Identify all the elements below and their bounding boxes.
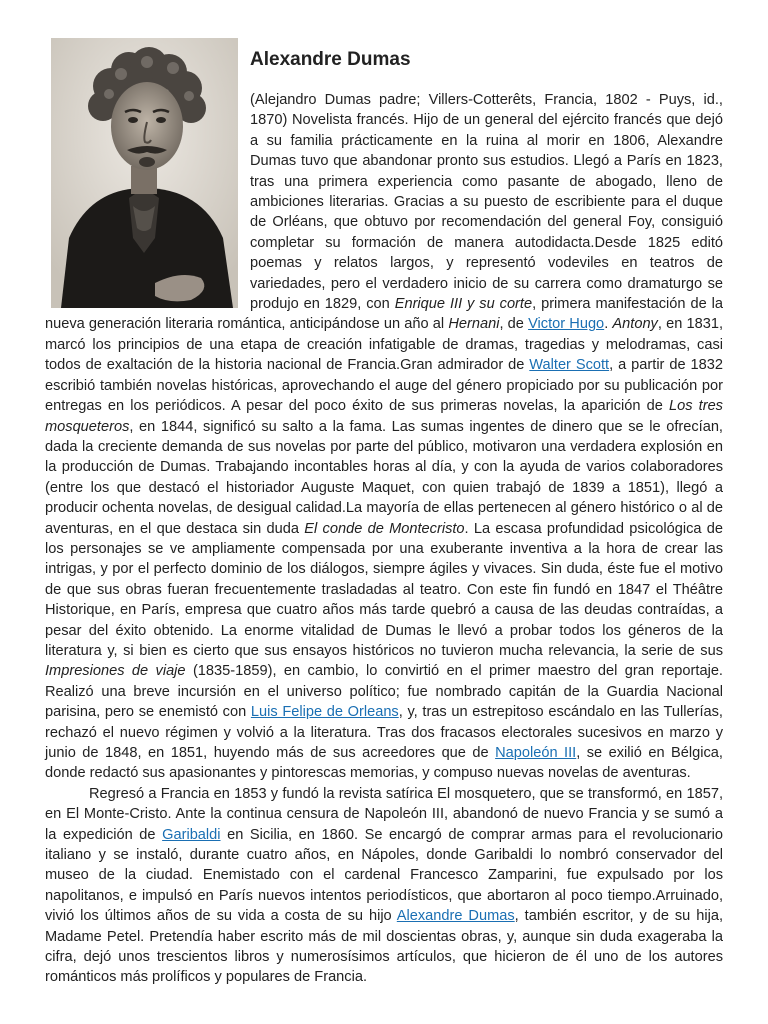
text-run: , en 1831, marcó los principios de una etapa de creación infatigable de dramas, tragedias y melodramas, casi todos de exaltación de la historia nacional de Francia.Gran admirador de xyxy=(45,316,724,374)
text-run: , primera manifestación de la nueva generación literaria romántica, anticipándose un año al xyxy=(45,296,723,333)
paragraph-2 xyxy=(45,784,723,988)
italic-title: Impresiones de viaje xyxy=(45,663,186,680)
portrait-photo xyxy=(51,38,238,308)
text-run: , en 1844, significó su salto a la fama. Las sumas ingentes de dinero que se le ofrecían, dada la creciente demanda de sus novelas por parte del público, motivaron una verdadera explosión en la producción de Dumas. Trabajando incontables horas al día, y con la ayuda de varios colaboradores (entre los que destacó el historiador Auguste Maquet, con quien trabajó de 1839 a 1851), llegó a producir ochenta novelas, de desigual calidad.La mayoría de ellas pertenecen al género histórico o al de aventuras, en el que destaca sin duda xyxy=(45,418,723,537)
portrait-photo-icon xyxy=(51,38,238,308)
italic-title: El conde de Montecristo xyxy=(304,520,465,537)
link-victor-hugo[interactable]: Victor Hugo xyxy=(528,316,605,333)
text-run: (1835-1859), en cambio, lo convirtió en el primer maestro del gran reportaje. Realizó una breve incursión en el universo político; fue nombrado capitán de la Guardia Nacional parisina, pero se enemistó con xyxy=(45,663,723,721)
link-luis-felipe-de-orleans[interactable]: Luis Felipe de Orleans xyxy=(250,704,399,721)
text-run: . La escasa profundidad psicológica de los personajes se ve ampliamente compensada por una exuberante inventiva a la hora de crear las intrigas, y por el perfecto dominio de los diálogos, siempre ágiles y vivaces. Sin duda, éste fue el motivo de que sus obras fueran frecuentemente trasladadas al teatro. Con este fin fundó en 1847 el Théâtre Historique, en París, empresa que cuatro años más tarde quebró a causa de las deudas contraídas, a pesar del éxito obtenido. La enorme vitalidad de Dumas le llevó a probar todos los géneros de la literatura y, si bien es cierto que sus ensayos históricos no tuvieron mucha relevancia, la serie de sus xyxy=(45,520,724,659)
text-run: , también escritor, y de su hija, Madame Petel. Pretendía haber escrito más de mil doscientas obras, y, aunque sin duda exageraba la cifra, dejó unos trescientos libros y numerosísimos artículos, que hicieron de él uno de los autores románticos más prolíficos y populares de Francia. xyxy=(45,908,724,986)
text-run: (Alejandro Dumas padre; Villers-Cotterêts, Francia, 1802 - Puys, id., 1870) Novelista francés. Hijo de un general del ejército francés que dejó a su familia prácticamente en la ruina al morir en 1806, Alexandre Dumas tuvo que abandonar pronto sus estudios. Llegó a París en 1823, tras una primera experiencia como pasante de abogado, lleno de ambiciones literarias. Gracias a su puesto de escribiente para el duque de Orléans, que obtuvo por recomendación del general Foy, consiguió completar su formación de manera autodidacta.Desde 1825 editó poemas y relatos largos, y representó vodeviles en teatros de variedades, pero el verdadero inicio de su carrera como dramaturgo se produjo en 1829, con xyxy=(250,92,723,313)
text-run: Regresó a Francia en 1853 y fundó la revista satírica El mosquetero, que se transformó, en 1857, en El Monte-Cristo. Ante la continua censura de Napoleón III, abandonó de nuevo Francia y se sumó a la expedición de xyxy=(45,785,723,843)
italic-title: Hernani xyxy=(448,316,500,333)
italic-title: Los tres mosqueteros xyxy=(45,398,723,435)
italic-title: Enrique III y su corte xyxy=(394,296,533,313)
italic-title: Antony xyxy=(612,316,658,333)
link-garibaldi[interactable]: Garibaldi xyxy=(162,826,221,843)
link-alexandre-dumas[interactable]: Alexandre Dumas xyxy=(396,908,515,925)
text-run: . xyxy=(604,316,613,333)
text-run: , a partir de 1832 escribió también novelas históricas, aprovechando el auge del género propiciado por su publicación por entregas en los periódicos. A pesar del poco éxito de sus primeras novelas, la aparición de xyxy=(45,357,723,415)
text-run: , y, tras un estrepitoso escándalo en las Tullerías, rechazó el nuevo régimen y volvió a la literatura. Tras dos fracasos electorales sucesivos en marzo y junio de 1848, en 1851, huyendo más de sus acreedores que de xyxy=(45,704,723,761)
article xyxy=(45,38,723,988)
text-run: en Sicilia, en 1860. Se encargó de comprar armas para el revolucionario italiano y se instaló, durante cuatro años, en Nápoles, donde Garibaldi lo nombró conservador del museo de la ciudad. Enemistado con el cardenal Francesco Zamparini, fue expulsado por los napolitanos, e impulsó en París nuevos intentos periodísticos, que abortaron al poco tiempo.Arruinado, vivió los últimos años de su vida a costa de su hijo xyxy=(45,826,723,925)
text-run: , se exilió en Bélgica, donde redactó sus apasionantes y pintorescas memorias, y compuso nuevas novelas de aventuras. xyxy=(45,745,723,782)
link-walter-scott[interactable]: Walter Scott xyxy=(529,357,610,374)
text-run: , de xyxy=(499,316,529,333)
page-title: Alexandre Dumas xyxy=(250,49,411,70)
link-napoleon-iii[interactable]: Napoleón III xyxy=(495,745,577,761)
